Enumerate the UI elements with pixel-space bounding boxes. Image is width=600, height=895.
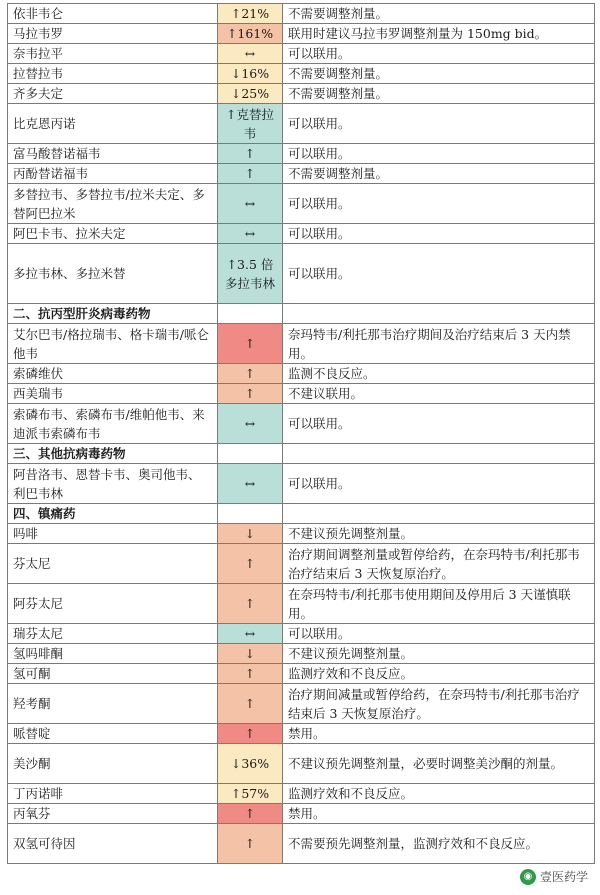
effect-cell: ↓ bbox=[218, 644, 283, 664]
note-cell: 不建议预先调整剂量。 bbox=[283, 644, 595, 664]
drug-row bbox=[8, 324, 595, 364]
note-cell: 可以联用。 bbox=[283, 404, 595, 444]
effect-cell bbox=[218, 444, 283, 464]
drug-name-cell: 依非韦仑 bbox=[8, 4, 218, 24]
drug-row bbox=[8, 184, 595, 224]
drug-name-cell: 艾尔巴韦/格拉瑞韦、格卡瑞韦/哌仑他韦 bbox=[8, 324, 218, 364]
note-cell: 可以联用。 bbox=[283, 224, 595, 244]
note-cell: 不建议预先调整剂量，必要时调整美沙酮的剂量。 bbox=[283, 744, 595, 784]
drug-row bbox=[8, 104, 595, 144]
drug-name-cell: 瑞芬太尼 bbox=[8, 624, 218, 644]
note-cell: 不需要调整剂量。 bbox=[283, 164, 595, 184]
drug-row bbox=[8, 524, 595, 544]
note-cell: 不需要预先调整剂量，监测疗效和不良反应。 bbox=[283, 824, 595, 864]
effect-cell: ↔ bbox=[218, 184, 283, 224]
drug-name-cell: 吗啡 bbox=[8, 524, 218, 544]
effect-cell: ↓ bbox=[218, 524, 283, 544]
note-cell bbox=[283, 504, 595, 524]
section-title: 三、其他抗病毒药物 bbox=[8, 444, 218, 464]
drug-row bbox=[8, 384, 595, 404]
drug-row bbox=[8, 164, 595, 184]
note-cell: 在奈玛特韦/利托那韦使用期间及停用后 3 天谨慎联用。 bbox=[283, 584, 595, 624]
note-cell: 禁用。 bbox=[283, 724, 595, 744]
drug-row bbox=[8, 64, 595, 84]
drug-row bbox=[8, 464, 595, 504]
note-cell: 可以联用。 bbox=[283, 244, 595, 304]
effect-cell: ↔ bbox=[218, 464, 283, 504]
drug-row bbox=[8, 824, 595, 864]
drug-name-cell: 羟考酮 bbox=[8, 684, 218, 724]
drug-row bbox=[8, 24, 595, 44]
section-title: 二、抗丙型肝炎病毒药物 bbox=[8, 304, 218, 324]
drug-name-cell: 富马酸替诺福韦 bbox=[8, 144, 218, 164]
drug-row bbox=[8, 404, 595, 444]
effect-cell: ↑ bbox=[218, 824, 283, 864]
drug-row bbox=[8, 684, 595, 724]
note-cell: 可以联用。 bbox=[283, 44, 595, 64]
effect-cell: ↑ bbox=[218, 144, 283, 164]
note-cell: 监测疗效和不良反应。 bbox=[283, 784, 595, 804]
drug-row bbox=[8, 644, 595, 664]
drug-row bbox=[8, 84, 595, 104]
drug-row bbox=[8, 744, 595, 784]
note-cell: 可以联用。 bbox=[283, 144, 595, 164]
effect-cell: ↑ bbox=[218, 364, 283, 384]
note-cell: 治疗期间调整剂量或暂停给药，在奈玛特韦/利托那韦治疗结束后 3 天恢复原治疗。 bbox=[283, 544, 595, 584]
drug-name-cell: 美沙酮 bbox=[8, 744, 218, 784]
drug-name-cell: 索磷布韦、索磷布韦/维帕他韦、来迪派韦索磷布韦 bbox=[8, 404, 218, 444]
drug-name-cell: 奈韦拉平 bbox=[8, 44, 218, 64]
drug-row bbox=[8, 4, 595, 24]
watermark bbox=[520, 868, 588, 885]
effect-cell: ↑ bbox=[218, 724, 283, 744]
drug-name-cell: 索磷维伏 bbox=[8, 364, 218, 384]
drug-name-cell: 多替拉韦、多替拉韦/拉米夫定、多替阿巴拉米 bbox=[8, 184, 218, 224]
watermark-text: 壹医药学 bbox=[539, 870, 588, 884]
note-cell: 不建议预先调整剂量。 bbox=[283, 524, 595, 544]
drug-row bbox=[8, 584, 595, 624]
effect-cell: ↓25% bbox=[218, 84, 283, 104]
section-header-row bbox=[8, 304, 595, 324]
drug-row bbox=[8, 224, 595, 244]
note-cell: 不需要调整剂量。 bbox=[283, 64, 595, 84]
note-cell bbox=[283, 444, 595, 464]
effect-cell: ↑ bbox=[218, 584, 283, 624]
note-cell: 可以联用。 bbox=[283, 624, 595, 644]
note-cell: 禁用。 bbox=[283, 804, 595, 824]
wechat-logo-icon: ◉ bbox=[520, 869, 536, 885]
drug-row bbox=[8, 624, 595, 644]
section-title: 四、镇痛药 bbox=[8, 504, 218, 524]
effect-cell: ↑ bbox=[218, 544, 283, 584]
drug-name-cell: 马拉韦罗 bbox=[8, 24, 218, 44]
effect-cell: ↔ bbox=[218, 224, 283, 244]
drug-name-cell: 西美瑞韦 bbox=[8, 384, 218, 404]
effect-cell: ↔ bbox=[218, 44, 283, 64]
drug-row bbox=[8, 784, 595, 804]
drug-name-cell: 丙酚替诺福韦 bbox=[8, 164, 218, 184]
drug-name-cell: 齐多夫定 bbox=[8, 84, 218, 104]
drug-name-cell: 多拉韦林、多拉米替 bbox=[8, 244, 218, 304]
effect-cell: ↓16% bbox=[218, 64, 283, 84]
drug-row bbox=[8, 724, 595, 744]
drug-name-cell: 丙氧芬 bbox=[8, 804, 218, 824]
effect-cell: ↔ bbox=[218, 404, 283, 444]
effect-cell: ↑ bbox=[218, 684, 283, 724]
note-cell bbox=[283, 304, 595, 324]
effect-cell: ↑ bbox=[218, 164, 283, 184]
effect-cell: ↔ bbox=[218, 624, 283, 644]
drug-row bbox=[8, 544, 595, 584]
drug-name-cell: 氢吗啡酮 bbox=[8, 644, 218, 664]
effect-cell: ↑ bbox=[218, 384, 283, 404]
effect-cell bbox=[218, 504, 283, 524]
note-cell: 治疗期间减量或暂停给药，在奈玛特韦/利托那韦治疗结束后 3 天恢复原治疗。 bbox=[283, 684, 595, 724]
effect-cell: ↑克替拉韦 bbox=[218, 104, 283, 144]
note-cell: 监测不良反应。 bbox=[283, 364, 595, 384]
drug-name-cell: 双氢可待因 bbox=[8, 824, 218, 864]
effect-cell: ↑161% bbox=[218, 24, 283, 44]
note-cell: 不需要调整剂量。 bbox=[283, 84, 595, 104]
effect-cell: ↑ bbox=[218, 664, 283, 684]
drug-row bbox=[8, 664, 595, 684]
section-header-row bbox=[8, 444, 595, 464]
interaction-table bbox=[7, 3, 595, 864]
note-cell: 可以联用。 bbox=[283, 184, 595, 224]
effect-cell: ↑57% bbox=[218, 784, 283, 804]
note-cell: 可以联用。 bbox=[283, 104, 595, 144]
note-cell: 不需要调整剂量。 bbox=[283, 4, 595, 24]
effect-cell: ↑3.5 倍多拉韦林 bbox=[218, 244, 283, 304]
drug-name-cell: 比克恩丙诺 bbox=[8, 104, 218, 144]
note-cell: 不建议联用。 bbox=[283, 384, 595, 404]
drug-row bbox=[8, 804, 595, 824]
note-cell: 可以联用。 bbox=[283, 464, 595, 504]
effect-cell bbox=[218, 304, 283, 324]
drug-row bbox=[8, 244, 595, 304]
effect-cell: ↑ bbox=[218, 324, 283, 364]
drug-name-cell: 哌替啶 bbox=[8, 724, 218, 744]
effect-cell: ↑21% bbox=[218, 4, 283, 24]
drug-name-cell: 阿昔洛韦、恩替卡韦、奥司他韦、利巴韦林 bbox=[8, 464, 218, 504]
drug-name-cell: 芬太尼 bbox=[8, 544, 218, 584]
note-cell: 联用时建议马拉韦罗调整剂量为 150mg bid。 bbox=[283, 24, 595, 44]
drug-name-cell: 拉替拉韦 bbox=[8, 64, 218, 84]
note-cell: 监测疗效和不良反应。 bbox=[283, 664, 595, 684]
drug-name-cell: 阿巴卡韦、拉米夫定 bbox=[8, 224, 218, 244]
effect-cell: ↓36% bbox=[218, 744, 283, 784]
drug-row bbox=[8, 144, 595, 164]
drug-row bbox=[8, 44, 595, 64]
drug-name-cell: 阿芬太尼 bbox=[8, 584, 218, 624]
drug-name-cell: 丁丙诺啡 bbox=[8, 784, 218, 804]
section-header-row bbox=[8, 504, 595, 524]
drug-row bbox=[8, 364, 595, 384]
drug-name-cell: 氢可酮 bbox=[8, 664, 218, 684]
note-cell: 奈玛特韦/利托那韦治疗期间及治疗结束后 3 天内禁用。 bbox=[283, 324, 595, 364]
effect-cell: ↑ bbox=[218, 804, 283, 824]
